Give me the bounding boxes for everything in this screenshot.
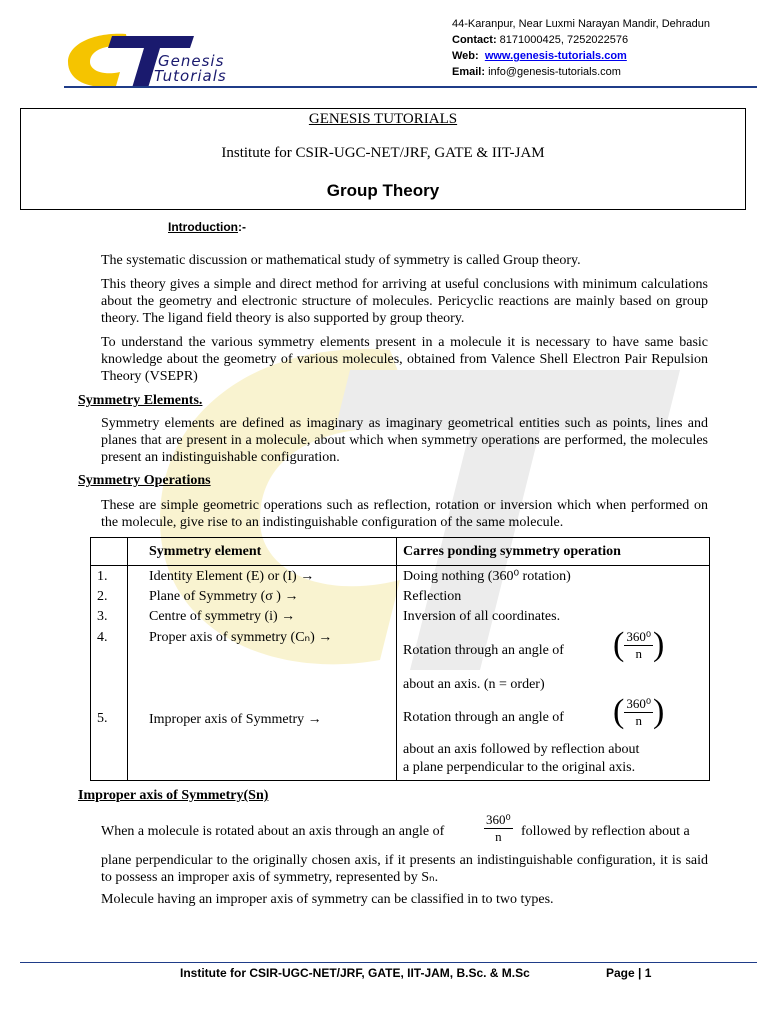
table-row-element: Improper axis of Symmetry → (149, 712, 322, 727)
table-row-num: 4. (97, 630, 108, 645)
page-title: Group Theory (326, 181, 440, 200)
address: 44-Karanpur, Near Luxmi Narayan Mandir, Dehradun (452, 18, 711, 30)
intro-heading-text: Introduction (168, 220, 238, 234)
table-col-divider (396, 538, 397, 780)
institute-subtitle: Institute for CSIR-UGC-NET/JRF, GATE & IIT-JAM (221, 145, 545, 161)
table-row-element: Proper axis of symmetry (Cₙ) → (149, 630, 333, 645)
heading-symmetry-elements: Symmetry Elements. (78, 393, 203, 408)
web-link[interactable]: www.genesis-tutorials.com (484, 50, 627, 62)
heading-improper-axis: Improper axis of Symmetry(Sn) (78, 788, 269, 803)
contact-value: 8171000425, 7252022576 (499, 34, 629, 46)
institute-name: GENESIS TUTORIALS (308, 111, 458, 127)
table-header-operation: Carres ponding symmetry operation (403, 544, 621, 559)
intro-heading-suffix: :- (237, 220, 246, 234)
table-row-operation: Inversion of all coordinates. (403, 609, 561, 624)
table-header-divider (91, 565, 709, 566)
intro-heading (168, 220, 246, 234)
frac-denominator: n (635, 712, 642, 728)
frac-numerator: 360⁰ (626, 695, 652, 711)
header-divider (64, 86, 757, 88)
table-row-operation: Reflection (403, 589, 462, 604)
table-row-operation-tail: about an axis. (n = order) (403, 677, 545, 692)
frac-denominator: n (495, 829, 502, 844)
paren-right-icon: ) (653, 626, 665, 663)
table-row-num: 2. (97, 589, 108, 604)
paren-left-icon: ( (613, 693, 625, 730)
table-row-element: Plane of Symmetry (σ ) → (149, 589, 299, 604)
table-row-num: 5. (97, 711, 108, 726)
fraction-360-over-n (613, 695, 664, 729)
heading-symmetry-operations: Symmetry Operations (78, 473, 211, 488)
table-row-element: Identity Element (E) or (I) → (149, 569, 315, 584)
table-row-operation: Rotation through an angle of (403, 643, 564, 658)
paragraph-4: Symmetry elements are defined as imaginary as imaginary geometrical entities such as points, lines and planes that are present in a molecule, about which when symmetry operations are performed, the molecules present an indistinguishable configuration. (101, 416, 708, 465)
improper-p1-start: When a molecule is rotated about an axis through an angle of (101, 824, 445, 839)
fraction-360-over-n (484, 812, 513, 845)
contact-block (452, 16, 710, 80)
table-col-divider (127, 538, 128, 780)
frac-numerator: 360⁰ (626, 628, 652, 644)
paren-right-icon: ) (653, 693, 665, 730)
improper-p1-end: followed by reflection about a (521, 824, 690, 839)
table-row-operation: Doing nothing (360⁰ rotation) (403, 569, 571, 584)
table-row-operation: Rotation through an angle of (403, 710, 564, 725)
frac-numerator: 360⁰ (486, 812, 511, 827)
web-label: Web: (452, 50, 479, 62)
email-value: info@genesis-tutorials.com (488, 66, 621, 78)
table-row-element: Centre of symmetry (i) → (149, 609, 296, 624)
fraction-360-over-n (613, 628, 664, 662)
paren-left-icon: ( (613, 626, 625, 663)
improper-p1-rest: plane perpendicular to the originally chosen axis, if it presents an indistinguishable configuration, it is said to possess an improper axis of symmetry, represented by Sₙ. (101, 853, 708, 885)
logo-text-genesis: Genesis (158, 52, 225, 70)
table-row-num: 1. (97, 569, 108, 584)
paragraph-2: This theory gives a simple and direct method for arriving at useful conclusions with minimum calculations about the geometry and electronic structure of molecules. Pericyclic reactions are mainly based on group theory. The ligand field theory is also supported by group theory. (101, 277, 708, 326)
symmetry-table (90, 537, 710, 781)
email-label: Email: (452, 66, 486, 78)
footer-divider (20, 962, 757, 963)
frac-denominator: n (635, 645, 642, 661)
table-row-operation-tail: a plane perpendicular to the original axis. (403, 760, 636, 775)
table-header-element: Symmetry element (149, 544, 262, 559)
table-row-num: 3. (97, 609, 108, 624)
improper-p2: Molecule having an improper axis of symmetry can be classified in to two types. (101, 892, 554, 907)
contact-label: Contact: (452, 34, 497, 46)
page-number: Page | 1 (606, 966, 652, 980)
logo-text-tutorials: Tutorials (154, 67, 227, 85)
title-box (20, 108, 746, 210)
footer-institute: Institute for CSIR-UGC-NET/JRF, GATE, IIT-JAM, B.Sc. & M.Sc (180, 966, 530, 980)
paragraph-1: The systematic discussion or mathematical study of symmetry is called Group theory. (101, 253, 581, 268)
paragraph-5: These are simple geometric operations such as reflection, rotation or inversion which when performed on the molecule, give rise to an indistinguishable configuration of the same molecule. (101, 498, 708, 530)
paragraph-3: To understand the various symmetry elements present in a molecule it is necessary to have same basic knowledge about the geometry of various molecules, obtained from Valence Shell Electron Pair Repulsion Theory (VSEPR) (101, 335, 708, 384)
table-row-operation-tail: about an axis followed by reflection about (403, 742, 640, 757)
